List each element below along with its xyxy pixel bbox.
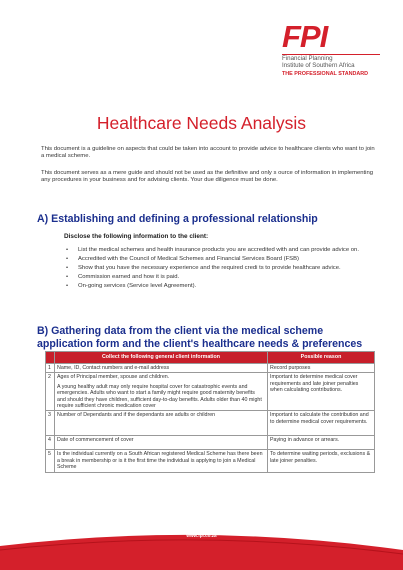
row-reason: Important to calculate the contribution and to determine medical cover requirements. [268, 411, 375, 436]
disclosure-list [66, 247, 366, 292]
row-reason: Record purposes [268, 364, 375, 373]
section-a-subheading: Disclose the following information to the client: [64, 233, 209, 240]
row-info: Number of Dependants and if the dependants are adults or children [55, 411, 268, 436]
table-row [46, 450, 375, 472]
table-row [46, 364, 375, 373]
page-title: Healthcare Needs Analysis [96, 113, 307, 133]
table-header-row [46, 352, 375, 364]
logo-tagline: THE PROFESSIONAL STANDARD [282, 70, 369, 77]
row-reason: To determine waiting periods, exclusions & late joiner penalties. [268, 450, 375, 472]
table-header-num [46, 352, 55, 364]
row-number: 5 [46, 450, 55, 472]
row-reason: Important to determine medical cover requirements and late joiner penalties when calculating contributions. [268, 373, 375, 411]
row-info: Is the individual currently on a South African registered Medical Scheme has there been a break in membership or is it the first time the individual is applying to join a Medical Scheme [55, 450, 268, 472]
list-item: • On-going services (Service level Agreement). [66, 283, 366, 290]
fpi-logo-mark [282, 20, 394, 52]
intro-paragraph-2: This document serves as a mere guide and should not be used as the definitive and only s ource of information in implementing any procedures in your business and for advising clients. Your due diligence must be done. [41, 170, 374, 184]
row-info [55, 373, 268, 411]
row-info-main: Ages of Principal member, spouse and children. [57, 374, 170, 381]
table-header-reason: Possible reason [268, 352, 375, 364]
list-item: • Commission earned and how it is paid. [66, 274, 366, 281]
list-item: • List the medical schemes and health insurance products you are accredited with and can provide advice on. [66, 247, 366, 254]
footer-url[interactable]: www.fpi.co.za [186, 533, 217, 538]
table-header-info: Collect the following general client information [55, 352, 268, 364]
section-a-heading: A) Establishing and defining a professional relationship [37, 213, 318, 225]
list-item: • Accredited with the Council of Medical Schemes and Financial Services Board (FSB) [66, 256, 366, 263]
row-number: 1 [46, 364, 55, 373]
table-row [46, 436, 375, 450]
row-info: Date of commencement of cover [55, 436, 268, 450]
row-number: 4 [46, 436, 55, 450]
fpi-logo-text: FPI [282, 19, 328, 54]
logo-line-1: Financial Planning [282, 55, 333, 62]
intro-paragraph-1: This document is a guideline on aspects that could be taken into account to provide advice to healthcare clients who want to join a medical scheme. [41, 146, 375, 160]
table-row [46, 373, 375, 411]
row-info: Name, ID, Contact numbers and e-mail address [55, 364, 268, 373]
logo-line-2: Institute of Southern Africa [282, 62, 355, 70]
list-item: • Show that you have the necessary experience and the required credi ts to provide healthcare advice. [66, 265, 366, 272]
table-row [46, 411, 375, 436]
client-info-table [45, 351, 375, 473]
section-b-heading: B) Gathering data from the client via the medical scheme application form and the client's healthcare needs & preferences [37, 325, 363, 350]
row-number: 2 [46, 373, 55, 411]
row-info-detail: A young healthy adult may only require hospital cover for catastrophic events and emergencies. Adults who want to start a family might require good maternity benefits and should they have children, sufficient day-to-day benefits. Adults older than 40 might require sufficient chronic medication cover [57, 383, 262, 410]
fpi-logo [282, 20, 394, 78]
row-reason: Paying in advance or arrears. [268, 436, 375, 450]
row-number: 3 [46, 411, 55, 436]
